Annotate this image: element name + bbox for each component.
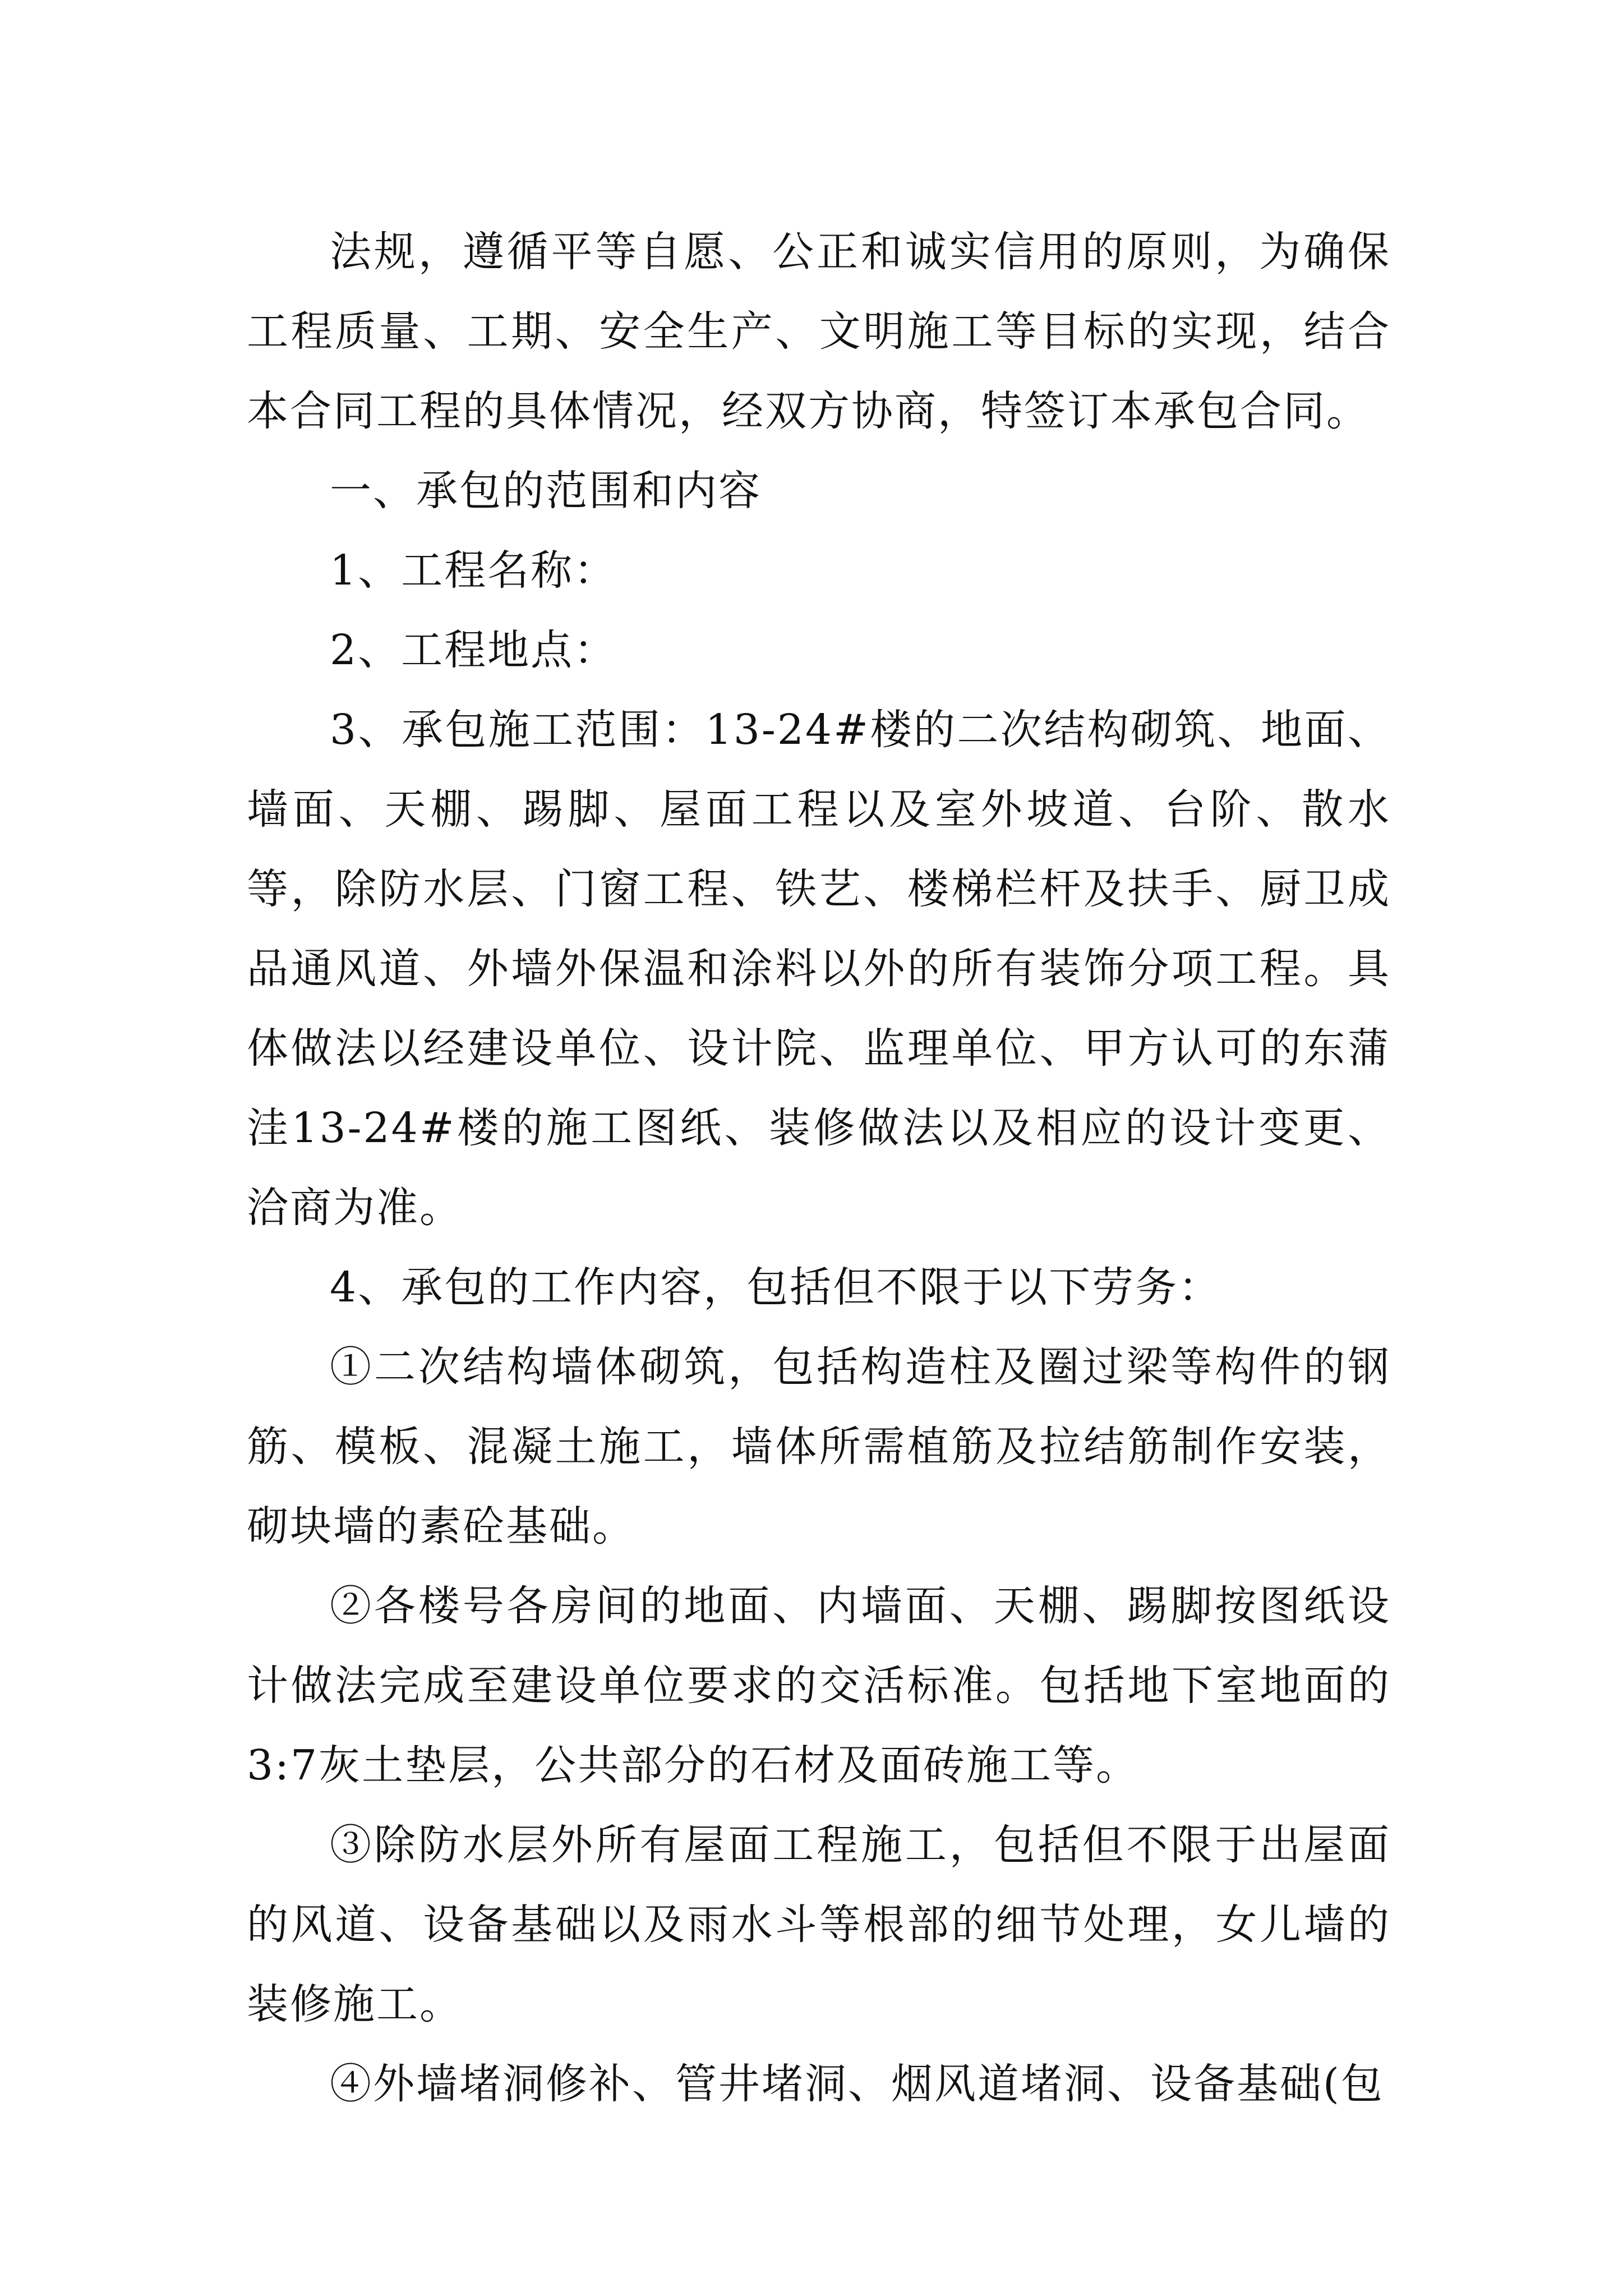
section-heading-scope: 一、承包的范围和内容 bbox=[330, 467, 762, 515]
paragraph-construction-scope: 3、承包施工范围：13-24#楼的二次结构砌筑、地面、墙面、天棚、踢脚、屋面工程以及室外坡道、台阶、散水等，除防水层、门窗工程、铁艺、楼梯栏杆及扶手、厨卫成品通风道、外墙外保温和涂料以外的所有装饰分项工程。具体做法以经建设单位、设计院、监理单位、甲方认可的东蒲洼13-24#楼的施工图纸、装修做法以及相应的设计变更、洽商为准。 bbox=[247, 706, 1391, 1232]
list-item-4: ④外墙堵洞修补、管井堵洞、烟风道堵洞、设备基础(包 bbox=[330, 2060, 1384, 2108]
paragraph-project-name: 1、工程名称： bbox=[330, 546, 617, 595]
document-body bbox=[247, 212, 1391, 2124]
list-item-3: ③除防水层外所有屋面工程施工，包括但不限于出屋面的风道、设备基础以及雨水斗等根部的细节处理，女儿墙的装修施工。 bbox=[247, 1821, 1391, 2028]
list-item-1: ①二次结构墙体砌筑，包括构造柱及圈过梁等构件的钢筋、模板、混凝土施工，墙体所需植筋及拉结筋制作安装，砌块墙的素砼基础。 bbox=[247, 1343, 1391, 1550]
list-item-2: ②各楼号各房间的地面、内墙面、天棚、踢脚按图纸设计做法完成至建设单位要求的交活标准。包括地下室地面的3:7灰土垫层，公共部分的石材及面砖施工等。 bbox=[247, 1582, 1391, 1789]
paragraph-work-content: 4、承包的工作内容，包括但不限于以下劳务： bbox=[330, 1263, 1222, 1312]
paragraph-project-location: 2、工程地点： bbox=[330, 626, 617, 674]
paragraph-preamble: 法规，遵循平等自愿、公正和诚实信用的原则，为确保工程质量、工期、安全生产、文明施工等目标的实现，结合本合同工程的具体情况，经双方协商，特签订本承包合同。 bbox=[247, 228, 1391, 435]
